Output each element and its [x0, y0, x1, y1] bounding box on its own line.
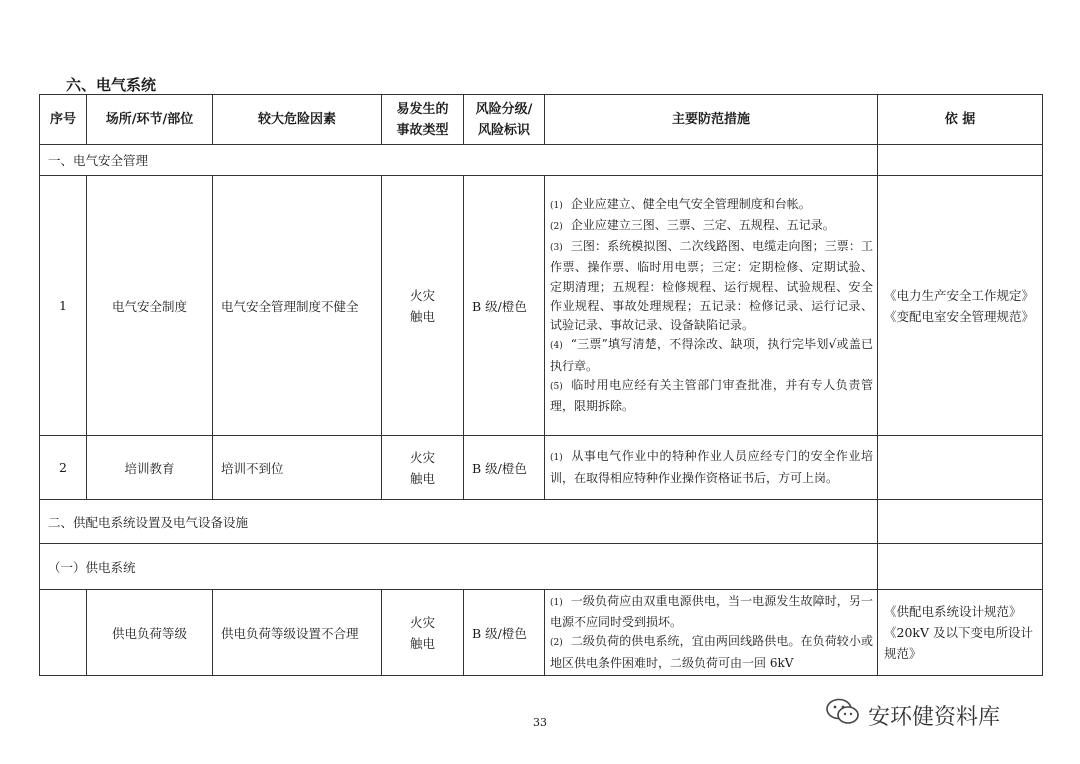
row-risk-factor: 培训不到位: [213, 436, 382, 500]
section-label: 一、电气安全管理: [40, 145, 878, 176]
row-location: 电气安全制度: [87, 176, 213, 436]
row-risk-level: B 级/橙色: [464, 590, 545, 676]
row-no: [40, 590, 87, 676]
row-basis: 《供配电系统设计规范》 《20kV 及以下变电所设计规范》: [878, 590, 1043, 676]
section-label: （一）供电系统: [40, 544, 878, 590]
section-title: 六、电气系统: [66, 76, 157, 94]
row-risk-factor: 供电负荷等级设置不合理: [213, 590, 382, 676]
header-risk-level: 风险分级/ 风险标识: [464, 95, 545, 145]
section-row: [40, 500, 1043, 544]
measure-item: (1) 一级负荷应由双重电源供电，当一电源发生故障时，另一电源不应同时受到损坏。: [550, 594, 873, 630]
row-location: 培训教育: [87, 436, 213, 500]
measure-item: (4) “三票”填写清楚，不得涂改、缺项，执行完毕划√或盖已执行章。: [550, 337, 873, 373]
measure-item: (1) 企业应建立、健全电气安全管理制度和台帐。: [550, 196, 811, 211]
section-label: 二、供配电系统设置及电气设备设施: [40, 500, 878, 544]
watermark-text: 安环健资料库: [868, 704, 1001, 730]
header-accident-type: 易发生的 事故类型: [382, 95, 464, 145]
header-location: 场所/环节/部位: [87, 95, 213, 145]
row-risk-factor: 电气安全管理制度不健全: [213, 176, 382, 436]
wechat-icon: [826, 698, 868, 732]
table-row: [40, 436, 1043, 500]
measure-item: (2) 企业应建立三图、三票、三定、五规程、五记录。: [550, 218, 835, 233]
page-number: 33: [533, 716, 547, 729]
row-accident-type: 火灾 触电: [382, 590, 464, 676]
row-risk-level: B 级/橙色: [464, 176, 545, 436]
row-measures: [545, 590, 878, 676]
row-basis: [878, 436, 1043, 500]
row-measures: [545, 436, 878, 500]
row-basis: 《电力生产安全工作规定》 《变配电室安全管理规范》: [878, 176, 1043, 436]
row-location: 供电负荷等级: [87, 590, 213, 676]
row-measures: [545, 176, 878, 436]
measure-item: (3) 三图：系统模拟图、二次线路图、电缆走向图；三票：工作票、操作票、临时用电票；三定：定期检修、定期试验、定期清理；五规程：检修规程、运行规程、试验规程、安全作业规程、事故处理规程；五记录：检修记录、运行记录、试验记录、事故记录、设备缺陷记录。: [550, 239, 873, 333]
section-row: [40, 145, 1043, 176]
measure-item: (1) 从事电气作业中的特种作业人员应经专门的安全作业培训，在取得相应特种作业操作资格证书后，方可上岗。: [550, 449, 873, 485]
row-no: 1: [40, 176, 87, 436]
header-measures: 主要防范措施: [545, 95, 878, 145]
header-no: 序号: [40, 95, 87, 145]
row-risk-level: B 级/橙色: [464, 436, 545, 500]
table-row: [40, 176, 1043, 436]
measure-item: (2) 二级负荷的供电系统，宜由两回线路供电。在负荷较小或地区供电条件困难时，二级负荷可由一回 6kV: [550, 634, 873, 670]
table-row: [40, 590, 1043, 676]
section-row: [40, 544, 1043, 590]
header-risk-factor: 较大危险因素: [213, 95, 382, 145]
hazard-table: [39, 94, 1043, 676]
measure-item: (5) 临时用电应经有关主管部门审查批准，并有专人负责管理，限期拆除。: [550, 377, 873, 413]
header-row: [40, 95, 1043, 145]
row-accident-type: 火灾 触电: [382, 176, 464, 436]
watermark: [826, 698, 1000, 732]
row-no: 2: [40, 436, 87, 500]
row-accident-type: 火灾 触电: [382, 436, 464, 500]
header-basis: 依 据: [878, 95, 1043, 145]
